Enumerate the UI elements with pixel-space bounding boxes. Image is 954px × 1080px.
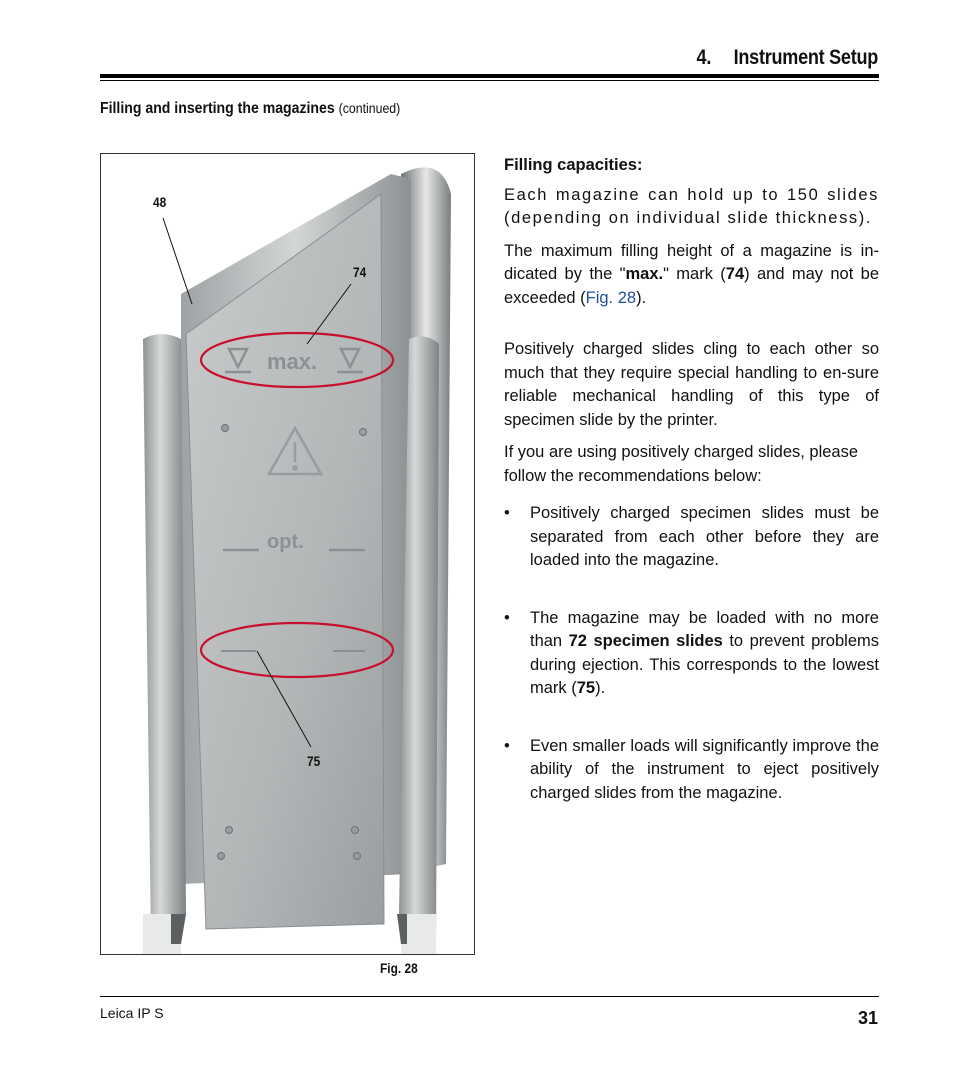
page-number: 31 bbox=[857, 1008, 878, 1028]
body-text-column bbox=[504, 154, 879, 805]
bullet-item-separate bbox=[504, 502, 879, 573]
callout-75: 75 bbox=[307, 753, 321, 769]
p2-text-a: The maximum filling height of a magazine is in-dicated by the " bbox=[504, 241, 879, 283]
bullet-text-a: The magazine may be loaded with no more than bbox=[530, 608, 879, 650]
bullet-item-max-72 bbox=[504, 607, 879, 701]
bullet-marker: • bbox=[504, 608, 510, 627]
opt-engraving-text: opt. bbox=[267, 531, 304, 553]
max-engraving-text: max. bbox=[267, 349, 318, 374]
bullet-marker: • bbox=[504, 504, 510, 522]
section-heading-bold: Filling and inserting the magazines bbox=[100, 100, 335, 117]
figure-28-photo bbox=[100, 153, 475, 955]
section-heading bbox=[100, 100, 400, 118]
footer-product-name: Leica IP S bbox=[100, 1005, 164, 1021]
section-title: 4. Instrument Setup bbox=[696, 46, 878, 69]
right-foot-shadow bbox=[397, 914, 407, 944]
left-foot-shadow bbox=[171, 914, 186, 944]
p2-bold-max: max. bbox=[625, 265, 664, 283]
bullet-bold-75: 75 bbox=[576, 679, 596, 697]
left-rail bbox=[143, 334, 186, 944]
paragraph-max-height bbox=[504, 240, 879, 311]
p2-text-d: ). bbox=[636, 288, 647, 307]
bullet-bold-72: 72 specimen slides bbox=[568, 632, 723, 650]
bullet-item-smaller-loads bbox=[504, 735, 879, 806]
bullet-text: Even smaller loads will significantly improve the ability of the instrument to eject positively charged slides from the magazine. bbox=[530, 736, 879, 802]
header-rule bbox=[100, 74, 879, 78]
p2-text-b: " mark ( bbox=[663, 265, 726, 283]
filling-capacities-heading: Filling capacities: bbox=[504, 156, 643, 174]
callout-48: 48 bbox=[153, 194, 167, 210]
callout-74: 74 bbox=[353, 264, 367, 280]
section-heading-continued: (continued) bbox=[338, 100, 401, 116]
p2-bold-74: 74 bbox=[725, 265, 745, 283]
figure-caption: Fig. 28 bbox=[380, 960, 418, 976]
paragraph-positively-charged: Positively charged slides cling to each other so much that they require special handling to en-sure reliable mechanical handling of this type of specimen slide by the printer. bbox=[504, 340, 879, 429]
bullet-marker: • bbox=[504, 736, 510, 755]
magazine-illustration bbox=[101, 154, 474, 954]
paragraph-capacity: Each magazine can hold up to 150 slides (depending on individual slide thickness). bbox=[504, 185, 879, 227]
paragraph-recommendations: If you are using positively charged slides, please follow the recommendations below: bbox=[504, 443, 859, 485]
footer-rule bbox=[100, 996, 879, 997]
p2-text-c: ) and may not be exceeded ( bbox=[504, 265, 880, 307]
bullet-text-c: ). bbox=[595, 679, 606, 697]
bullet-text: Positively charged specimen slides must be separated from each other before they are loaded into the magazine. bbox=[530, 504, 879, 569]
header-rule-thin bbox=[100, 80, 879, 81]
fig-28-link[interactable]: Fig. 28 bbox=[585, 288, 637, 307]
bullet-text-b: to prevent problems during ejection. This corresponds to the lowest mark ( bbox=[530, 632, 879, 697]
